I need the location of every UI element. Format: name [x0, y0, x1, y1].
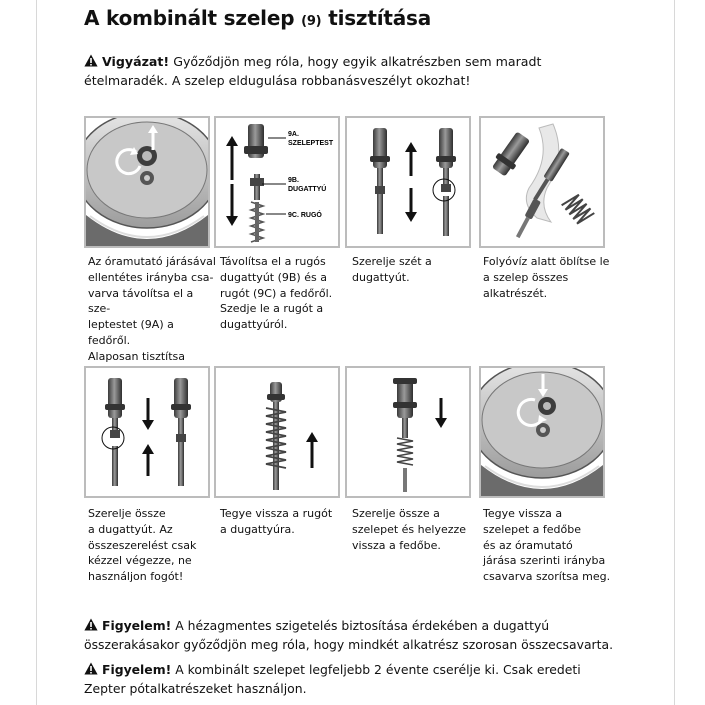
label-9c [288, 210, 322, 219]
page-title [84, 6, 431, 30]
step-2-illustration [214, 116, 340, 248]
label-9b-code: 9B. [288, 177, 299, 184]
step-5-illustration [84, 366, 210, 498]
warning-paragraph [84, 52, 594, 90]
page-margin-rule-left [36, 0, 37, 705]
note-replacement [84, 660, 624, 698]
note-2-text: A kombinált szelepet legfeljebb 2 évente cserélje ki. Csak eredeti Zepter pótalkatrészeket használjon. [84, 662, 581, 696]
note-1-text: A hézagmentes szigetelés biztosítása érdekében a dugattyú összerakásakor győződjön meg róla, hogy mindkét alkatrész szorosan összecsavarta. [84, 618, 614, 652]
step-2-caption: Távolítsa el a rugós dugattyút (9B) és a rugót (9C) a fedőről. Szedje le a rugót a dugattyúról. [220, 255, 333, 332]
step-1-caption: Az óramutató járásával ellentétes irányba csa- varva távolítsa el a sze- leptestet (9A) a fedőről. Alaposan tisztítsa [88, 255, 216, 363]
step-1-illustration [84, 116, 210, 248]
step-4-caption: Folyóvíz alatt öblítse le a szelep összes alkatrészét. [483, 255, 610, 300]
label-9b-name: DUGATTYÚ [288, 186, 327, 193]
warning-label: Vigyázat! [102, 54, 170, 69]
label-9a-code: 9A. [288, 131, 299, 138]
step-6-illustration [214, 366, 340, 498]
step-4-illustration [479, 116, 605, 248]
step-8-caption: Tegye vissza a szelepet a fedőbe és az óramutató járása szerinti irányba csavarva szorítsa meg. [483, 507, 611, 584]
warning-triangle-icon [84, 662, 98, 675]
step-8-illustration [479, 366, 605, 498]
label-9c-code: 9C. [288, 212, 299, 219]
step-7-illustration [345, 366, 471, 498]
label-9c-name: RUGÓ [300, 212, 322, 219]
warning-triangle-icon [84, 54, 98, 67]
note-seal [84, 616, 624, 654]
note-1-label: Figyelem! [102, 618, 172, 633]
title-main: A kombinált szelep [84, 6, 295, 30]
label-9a-name: SZELEPTEST [288, 140, 334, 147]
note-2-label: Figyelem! [102, 662, 172, 677]
step-6-caption: Tegye vissza a rugót a dugattyúra. [220, 507, 333, 536]
warning-text: Győződjön meg róla, hogy egyik alkatrészben sem maradt ételmaradék. A szelep eldugulása robbanásveszélyt okozhat! [84, 54, 542, 88]
step-7-caption: Szerelje össze a szelepet és helyezze vissza a fedőbe. [352, 507, 467, 552]
warning-triangle-icon [84, 618, 98, 631]
title-tail: tisztítása [328, 6, 432, 30]
step-3-illustration [345, 116, 471, 248]
step-3-caption: Szerelje szét a dugattyút. [352, 255, 432, 284]
title-part-number: (9) [301, 14, 322, 29]
step-5-caption: Szerelje össze a dugattyút. Az összeszerelést csak kézzel végezze, ne használjon fogót! [88, 507, 197, 584]
page-margin-rule-right [674, 0, 675, 705]
